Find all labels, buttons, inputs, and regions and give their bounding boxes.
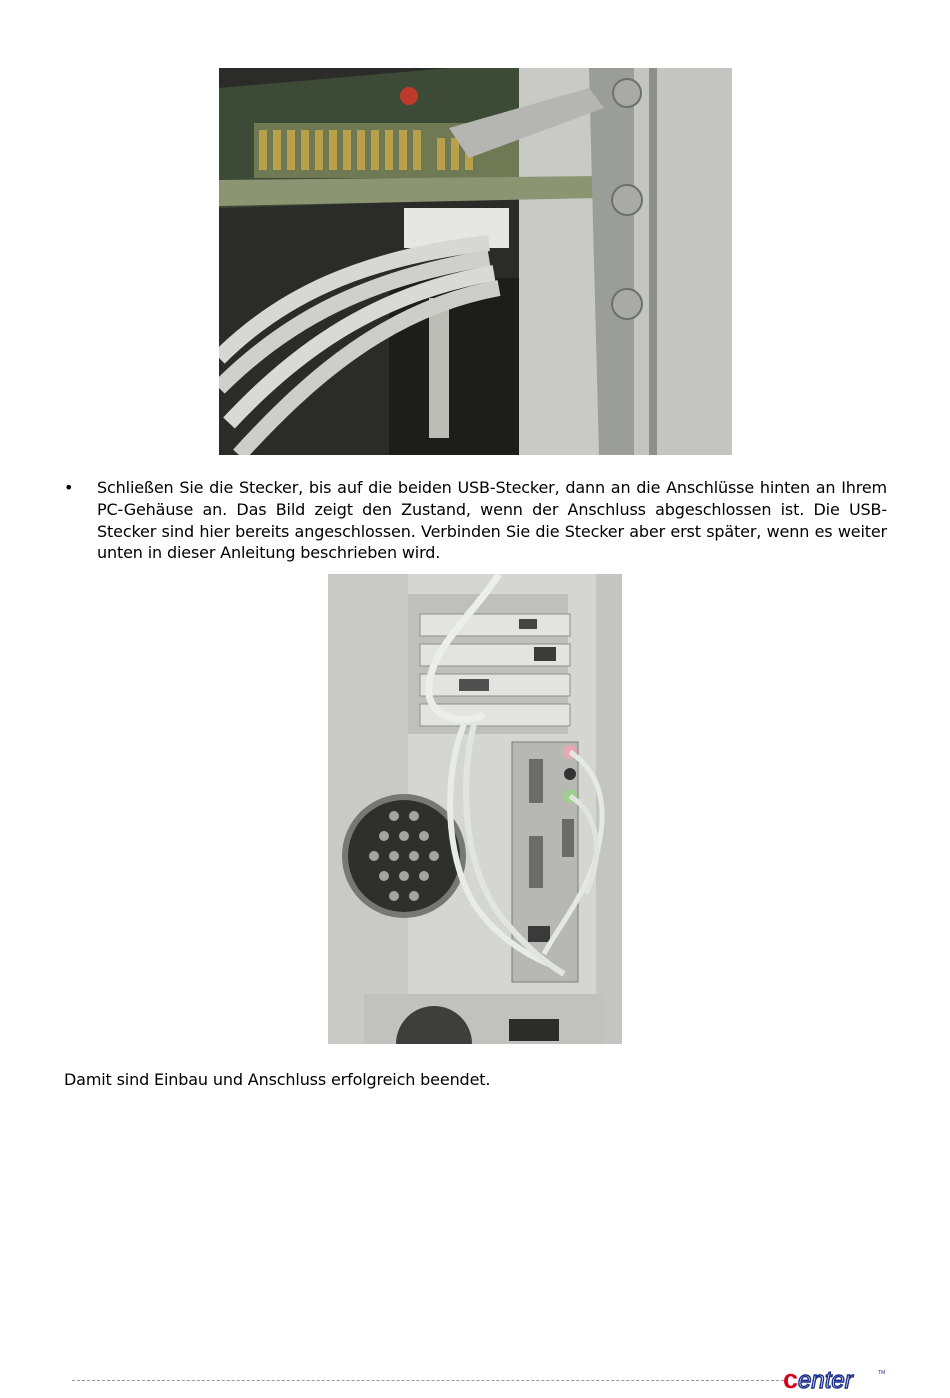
pc-rear-illustration [324, 574, 626, 1044]
pc-interior-illustration [219, 68, 732, 455]
instruction-bullet [64, 477, 887, 564]
trademark-mark: TM [878, 1370, 886, 1376]
instruction-text: Schließen Sie die Stecker, bis auf die beiden USB-Stecker, dann an die Anschlüsse hinten an Ihrem PC-Gehäuse an. Das Bild zeigt den Zustand, wenn der Anschluss abgeschlossen ist. Die USB-Stecker sind hier bereits angeschlossen. Verbinden Sie die Stecker aber erst später, wenn es weiter unten in dieser Anleitung beschrieben wird. [97, 478, 887, 563]
bullet-point: • [64, 478, 74, 497]
center-logo [782, 1363, 892, 1393]
svg-text:enter: enter [798, 1367, 853, 1393]
pc-interior-photo [219, 68, 732, 455]
svg-text:c: c [783, 1364, 799, 1393]
footer-divider [72, 1380, 784, 1381]
closing-text: Damit sind Einbau und Anschluss erfolgreich beendet. [64, 1070, 491, 1089]
center-logo-graphic [782, 1363, 892, 1393]
pc-rear-photo [324, 574, 626, 1044]
